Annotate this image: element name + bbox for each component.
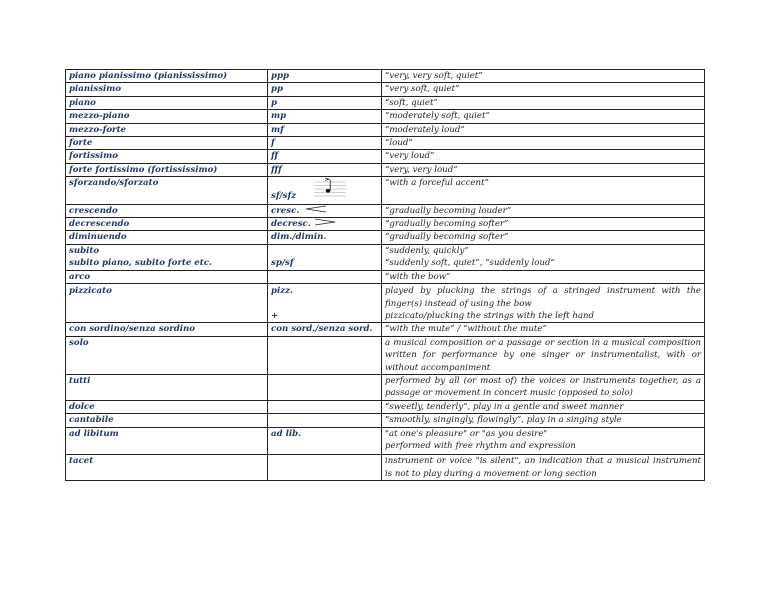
- term-text: con sordino/senza sordino: [69, 324, 196, 335]
- abbreviation-text: ff: [271, 151, 279, 162]
- table-row: [66, 110, 705, 123]
- table-row: [66, 374, 705, 400]
- meaning-cell: [382, 284, 705, 323]
- meaning-cell: [382, 123, 705, 136]
- meaning-text: “with a forceful accent”: [385, 178, 489, 189]
- meaning-cell: [382, 96, 705, 109]
- term-cell: [66, 83, 268, 96]
- meaning-text: “smoothly, singingly, flowingly”, play in a singing style: [385, 415, 622, 426]
- abbreviation-text: decresc.: [271, 219, 311, 230]
- abbreviation-cell: [268, 83, 382, 96]
- term-cell: [66, 123, 268, 136]
- abbreviation-cell: [268, 96, 382, 109]
- table-row: [66, 83, 705, 96]
- abbreviation-cell: [268, 231, 382, 244]
- table-row: [66, 96, 705, 109]
- table-row: [66, 70, 705, 83]
- meaning-cell: [382, 244, 705, 270]
- table-row: [66, 455, 705, 481]
- term-text: subito: [69, 245, 100, 256]
- abbreviation-text: mf: [271, 124, 284, 135]
- meaning-text: pizzicato/plucking the strings with the left hand: [385, 310, 595, 321]
- abbreviation-cell: [268, 427, 382, 455]
- meaning-text: a musical composition or a passage or section in a musical composition written for performance by one singer or instrumentalist, with or without accompaniment: [385, 337, 701, 373]
- meaning-text: “gradually becoming softer”: [385, 232, 509, 243]
- abbreviation-cell: [268, 414, 382, 427]
- table-row: [66, 177, 705, 204]
- abbreviation-text: dim./dimin.: [271, 232, 327, 243]
- abbreviation-cell: [268, 163, 382, 176]
- term-text: piano: [69, 97, 96, 108]
- abbreviation-text: ad lib.: [271, 428, 302, 439]
- term-text: mezzo-forte: [69, 124, 127, 135]
- table-row: [66, 270, 705, 283]
- meaning-text: “with the bow”: [385, 271, 451, 282]
- table-row: [66, 336, 705, 374]
- term-cell: [66, 163, 268, 176]
- abbreviation-cell: [268, 204, 382, 217]
- crescendo-hairpin-icon: [305, 205, 327, 217]
- abbreviation-text: cresc.: [271, 205, 300, 216]
- document-page: [65, 69, 704, 481]
- term-cell: [66, 70, 268, 83]
- term-cell: [66, 177, 268, 204]
- abbreviation-cell: [268, 150, 382, 163]
- meaning-text: “suddenly soft, quiet”, “suddenly loud”: [385, 258, 555, 269]
- meaning-cell: [382, 374, 705, 400]
- meaning-cell: [382, 336, 705, 374]
- meaning-text: "at one's pleasure" or "as you desire": [385, 428, 548, 439]
- term-text: diminuendo: [69, 232, 127, 243]
- abbreviation-cell: [268, 244, 382, 270]
- abbreviation-text: sf/sfz: [271, 191, 297, 202]
- abbreviation-text: f: [271, 138, 275, 149]
- term-cell: [66, 218, 268, 231]
- meaning-cell: [382, 110, 705, 123]
- table-row: [66, 204, 705, 217]
- term-cell: [66, 336, 268, 374]
- term-text: dolce: [69, 401, 95, 412]
- table-row: [66, 123, 705, 136]
- term-text: tacet: [69, 456, 94, 467]
- term-cell: [66, 455, 268, 481]
- meaning-text: performed by all (or most of) the voices or instruments together, as a passage or movement in concert music (opposed to solo): [385, 375, 701, 399]
- term-cell: [66, 96, 268, 109]
- meaning-cell: [382, 400, 705, 413]
- table-row: [66, 218, 705, 231]
- term-text: pianissimo: [69, 84, 122, 95]
- term-cell: [66, 284, 268, 323]
- table-row: [66, 414, 705, 427]
- term-text: sforzando/sforzato: [69, 178, 159, 189]
- term-text: arco: [69, 271, 91, 282]
- meaning-cell: [382, 163, 705, 176]
- meaning-cell: [382, 218, 705, 231]
- meaning-cell: [382, 323, 705, 336]
- meaning-text: “loud”: [385, 138, 413, 149]
- abbreviation-cell: [268, 270, 382, 283]
- term-text: piano pianissimo (pianississimo): [69, 71, 228, 81]
- term-cell: [66, 204, 268, 217]
- term-text: ad libitum: [69, 428, 119, 439]
- decrescendo-hairpin-icon: [314, 218, 336, 230]
- accent-note-icon: [314, 177, 346, 203]
- meaning-text: “soft, quiet”: [385, 97, 438, 108]
- term-text: mezzo-piano: [69, 111, 130, 122]
- table-row: [66, 150, 705, 163]
- table-row: [66, 427, 705, 455]
- meaning-text: “moderately loud”: [385, 124, 465, 135]
- term-text: forte fortissimo (fortississimo): [69, 164, 218, 175]
- meaning-text: “very loud”: [385, 151, 435, 162]
- meaning-cell: [382, 83, 705, 96]
- abbreviation-cell: [268, 336, 382, 374]
- term-cell: [66, 400, 268, 413]
- term-cell: [66, 374, 268, 400]
- table-row: [66, 231, 705, 244]
- meaning-text: “suddenly, quickly”: [385, 245, 469, 256]
- term-cell: [66, 414, 268, 427]
- term-cell: [66, 231, 268, 244]
- term-text: subito piano, subito forte etc.: [69, 258, 212, 269]
- term-text: pizzicato: [69, 286, 112, 297]
- abbreviation-cell: [268, 110, 382, 123]
- term-cell: [66, 270, 268, 283]
- meaning-cell: [382, 70, 705, 83]
- term-text: cantabile: [69, 415, 114, 426]
- table-row: [66, 137, 705, 150]
- table-row: [66, 400, 705, 413]
- meaning-cell: [382, 231, 705, 244]
- abbreviation-text: pizz.: [271, 286, 294, 297]
- abbreviation-cell: [268, 374, 382, 400]
- table-row: [66, 244, 705, 270]
- term-cell: [66, 150, 268, 163]
- term-cell: [66, 323, 268, 336]
- meaning-text: “gradually becoming louder”: [385, 205, 512, 216]
- term-cell: [66, 110, 268, 123]
- meaning-text: instrument or voice "is silent", an indication that a musical instrument is not to play during a movement or long section: [385, 456, 701, 479]
- table-row: [66, 284, 705, 323]
- meaning-cell: [382, 455, 705, 481]
- table-row: [66, 323, 705, 336]
- meaning-cell: [382, 150, 705, 163]
- abbreviation-text: con sord./senza sord.: [271, 324, 373, 335]
- abbreviation-cell: [268, 323, 382, 336]
- meaning-text: “with the mute” / “without the mute”: [385, 324, 547, 335]
- meaning-text: “very, very loud”: [385, 164, 458, 175]
- meaning-cell: [382, 414, 705, 427]
- abbreviation-cell: [268, 218, 382, 231]
- abbreviation-cell: [268, 284, 382, 323]
- abbreviation-text: ppp: [271, 71, 290, 81]
- abbreviation-text: p: [271, 97, 278, 108]
- abbreviation-cell: [268, 70, 382, 83]
- meaning-text: “gradually becoming softer”: [385, 219, 509, 230]
- term-text: crescendo: [69, 205, 118, 216]
- meaning-text: “sweetly, tenderly”, play in a gentle and sweet manner: [385, 401, 624, 412]
- meaning-text: “very soft, quiet”: [385, 84, 460, 95]
- abbreviation-cell: [268, 137, 382, 150]
- abbreviation-text: fff: [271, 164, 282, 175]
- abbreviation-cell: [268, 177, 382, 204]
- abbreviation-cell: [268, 400, 382, 413]
- term-text: solo: [69, 337, 89, 348]
- meaning-text: “very, very soft, quiet”: [385, 71, 483, 81]
- meaning-text: performed with free rhythm and expression: [385, 440, 576, 451]
- dynamics-terms-table: [65, 69, 705, 481]
- term-text: fortissimo: [69, 151, 118, 162]
- abbreviation-cell: [268, 455, 382, 481]
- meaning-cell: [382, 177, 705, 204]
- left-hand-pizzicato-symbol: +: [271, 310, 279, 321]
- term-text: tutti: [69, 375, 91, 386]
- abbreviation-text: mp: [271, 111, 287, 122]
- term-cell: [66, 427, 268, 455]
- term-text: forte: [69, 138, 93, 149]
- meaning-cell: [382, 427, 705, 455]
- meaning-text: played by plucking the strings of a stringed instrument with the finger(s) instead of using the bow: [385, 286, 701, 309]
- meaning-cell: [382, 204, 705, 217]
- table-row: [66, 163, 705, 176]
- abbreviation-text: sp/sf: [271, 258, 294, 269]
- term-cell: [66, 137, 268, 150]
- meaning-text: “moderately soft, quiet”: [385, 111, 490, 122]
- abbreviation-cell: [268, 123, 382, 136]
- meaning-cell: [382, 137, 705, 150]
- term-cell: [66, 244, 268, 270]
- abbreviation-text: pp: [271, 84, 284, 95]
- meaning-cell: [382, 270, 705, 283]
- term-text: decrescendo: [69, 219, 130, 230]
